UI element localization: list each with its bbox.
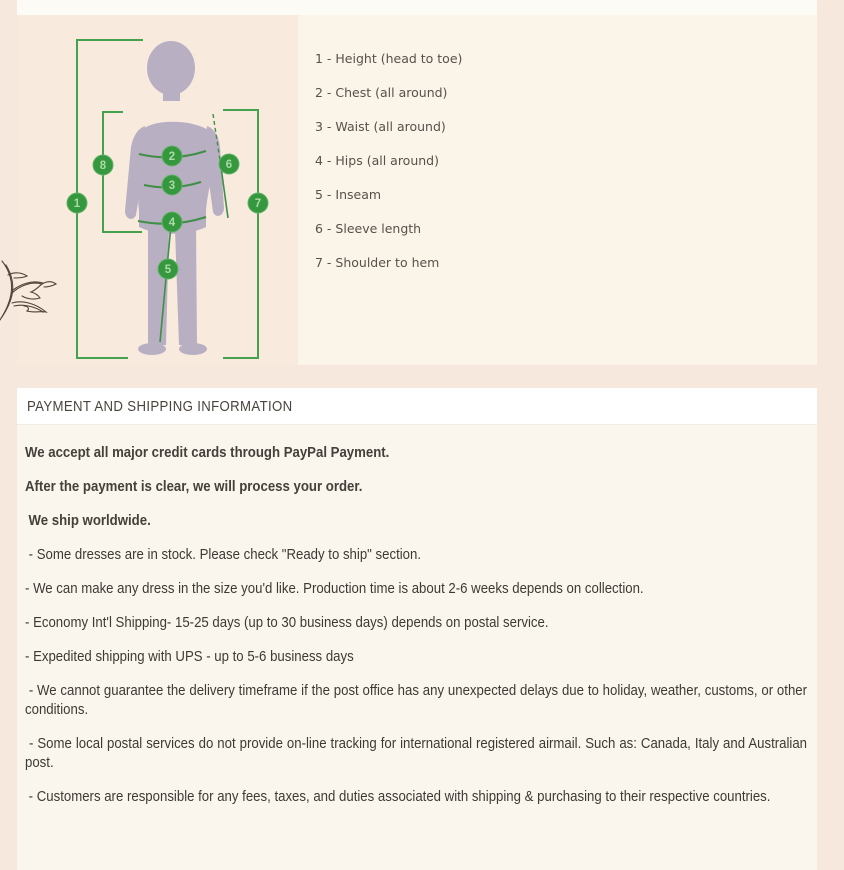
svg-text:3: 3 <box>168 180 176 192</box>
payment-section-body <box>17 425 817 821</box>
svg-text:6: 6 <box>225 159 233 171</box>
measurement-legend <box>298 15 817 365</box>
legend-item-height: 1 - Height (head to toe) <box>315 51 463 66</box>
svg-text:4: 4 <box>168 217 176 229</box>
shipping-note: - We cannot guarantee the delivery timeframe if the post office has any unexpected delays due to holiday, weather, customs, or other conditions. <box>25 682 808 718</box>
shipping-bullet: - Some dresses are in stock. Please check "Ready to ship" section. <box>25 546 422 563</box>
floral-flourish-icon <box>0 259 57 323</box>
legend-item-sleeve: 6 - Sleeve length <box>315 221 422 236</box>
measurement-marker-5 <box>158 259 178 279</box>
shipping-note: - Some local postal services do not provide on-line tracking for international registered airmail. Such as: Canada, Italy and Australian post. <box>25 735 808 771</box>
measurement-marker-6 <box>219 154 239 174</box>
measurement-marker-8 <box>93 155 113 175</box>
measurement-diagram <box>17 15 298 365</box>
payment-section-title: PAYMENT AND SHIPPING INFORMATION <box>27 397 293 415</box>
legend-item-shoulder: 7 - Shoulder to hem <box>315 255 440 270</box>
svg-text:1: 1 <box>73 198 81 210</box>
legend-item-chest: 2 - Chest (all around) <box>315 85 448 100</box>
measurement-marker-7 <box>248 193 268 213</box>
svg-text:8: 8 <box>99 160 107 172</box>
svg-text:2: 2 <box>168 151 176 163</box>
payment-section-header <box>17 388 817 425</box>
shipping-bullet: - Expedited shipping with UPS - up to 5-6 business days <box>25 648 354 665</box>
shipping-heading: We ship worldwide. <box>28 512 151 529</box>
previous-section-edge <box>17 0 817 15</box>
legend-item-hips: 4 - Hips (all around) <box>315 153 439 168</box>
legend-item-waist: 3 - Waist (all around) <box>315 119 446 134</box>
svg-text:5: 5 <box>164 264 172 276</box>
child-silhouette-figure <box>17 15 298 365</box>
legend-item-inseam: 5 - Inseam <box>315 187 382 202</box>
payment-intro-line: After the payment is clear, we will process your order. <box>25 478 363 495</box>
size-chart-section <box>17 15 817 365</box>
measurement-marker-4 <box>162 212 182 232</box>
measurement-marker-3 <box>162 175 182 195</box>
shipping-bullet: - We can make any dress in the size you'd like. Production time is about 2-6 weeks depends on collection. <box>25 580 644 597</box>
payment-shipping-section <box>17 388 817 870</box>
child-body-shape <box>125 41 224 355</box>
measurement-marker-1 <box>67 193 87 213</box>
shipping-bullet: - Economy Int'l Shipping- 15-25 days (up to 30 business days) depends on postal service. <box>25 614 549 631</box>
svg-text:7: 7 <box>254 198 262 210</box>
measurement-marker-2 <box>162 146 182 166</box>
payment-intro-line: We accept all major credit cards through PayPal Payment. <box>25 444 390 461</box>
shipping-note: - Customers are responsible for any fees, taxes, and duties associated with shipping & purchasing to their respective countries. <box>25 788 771 805</box>
